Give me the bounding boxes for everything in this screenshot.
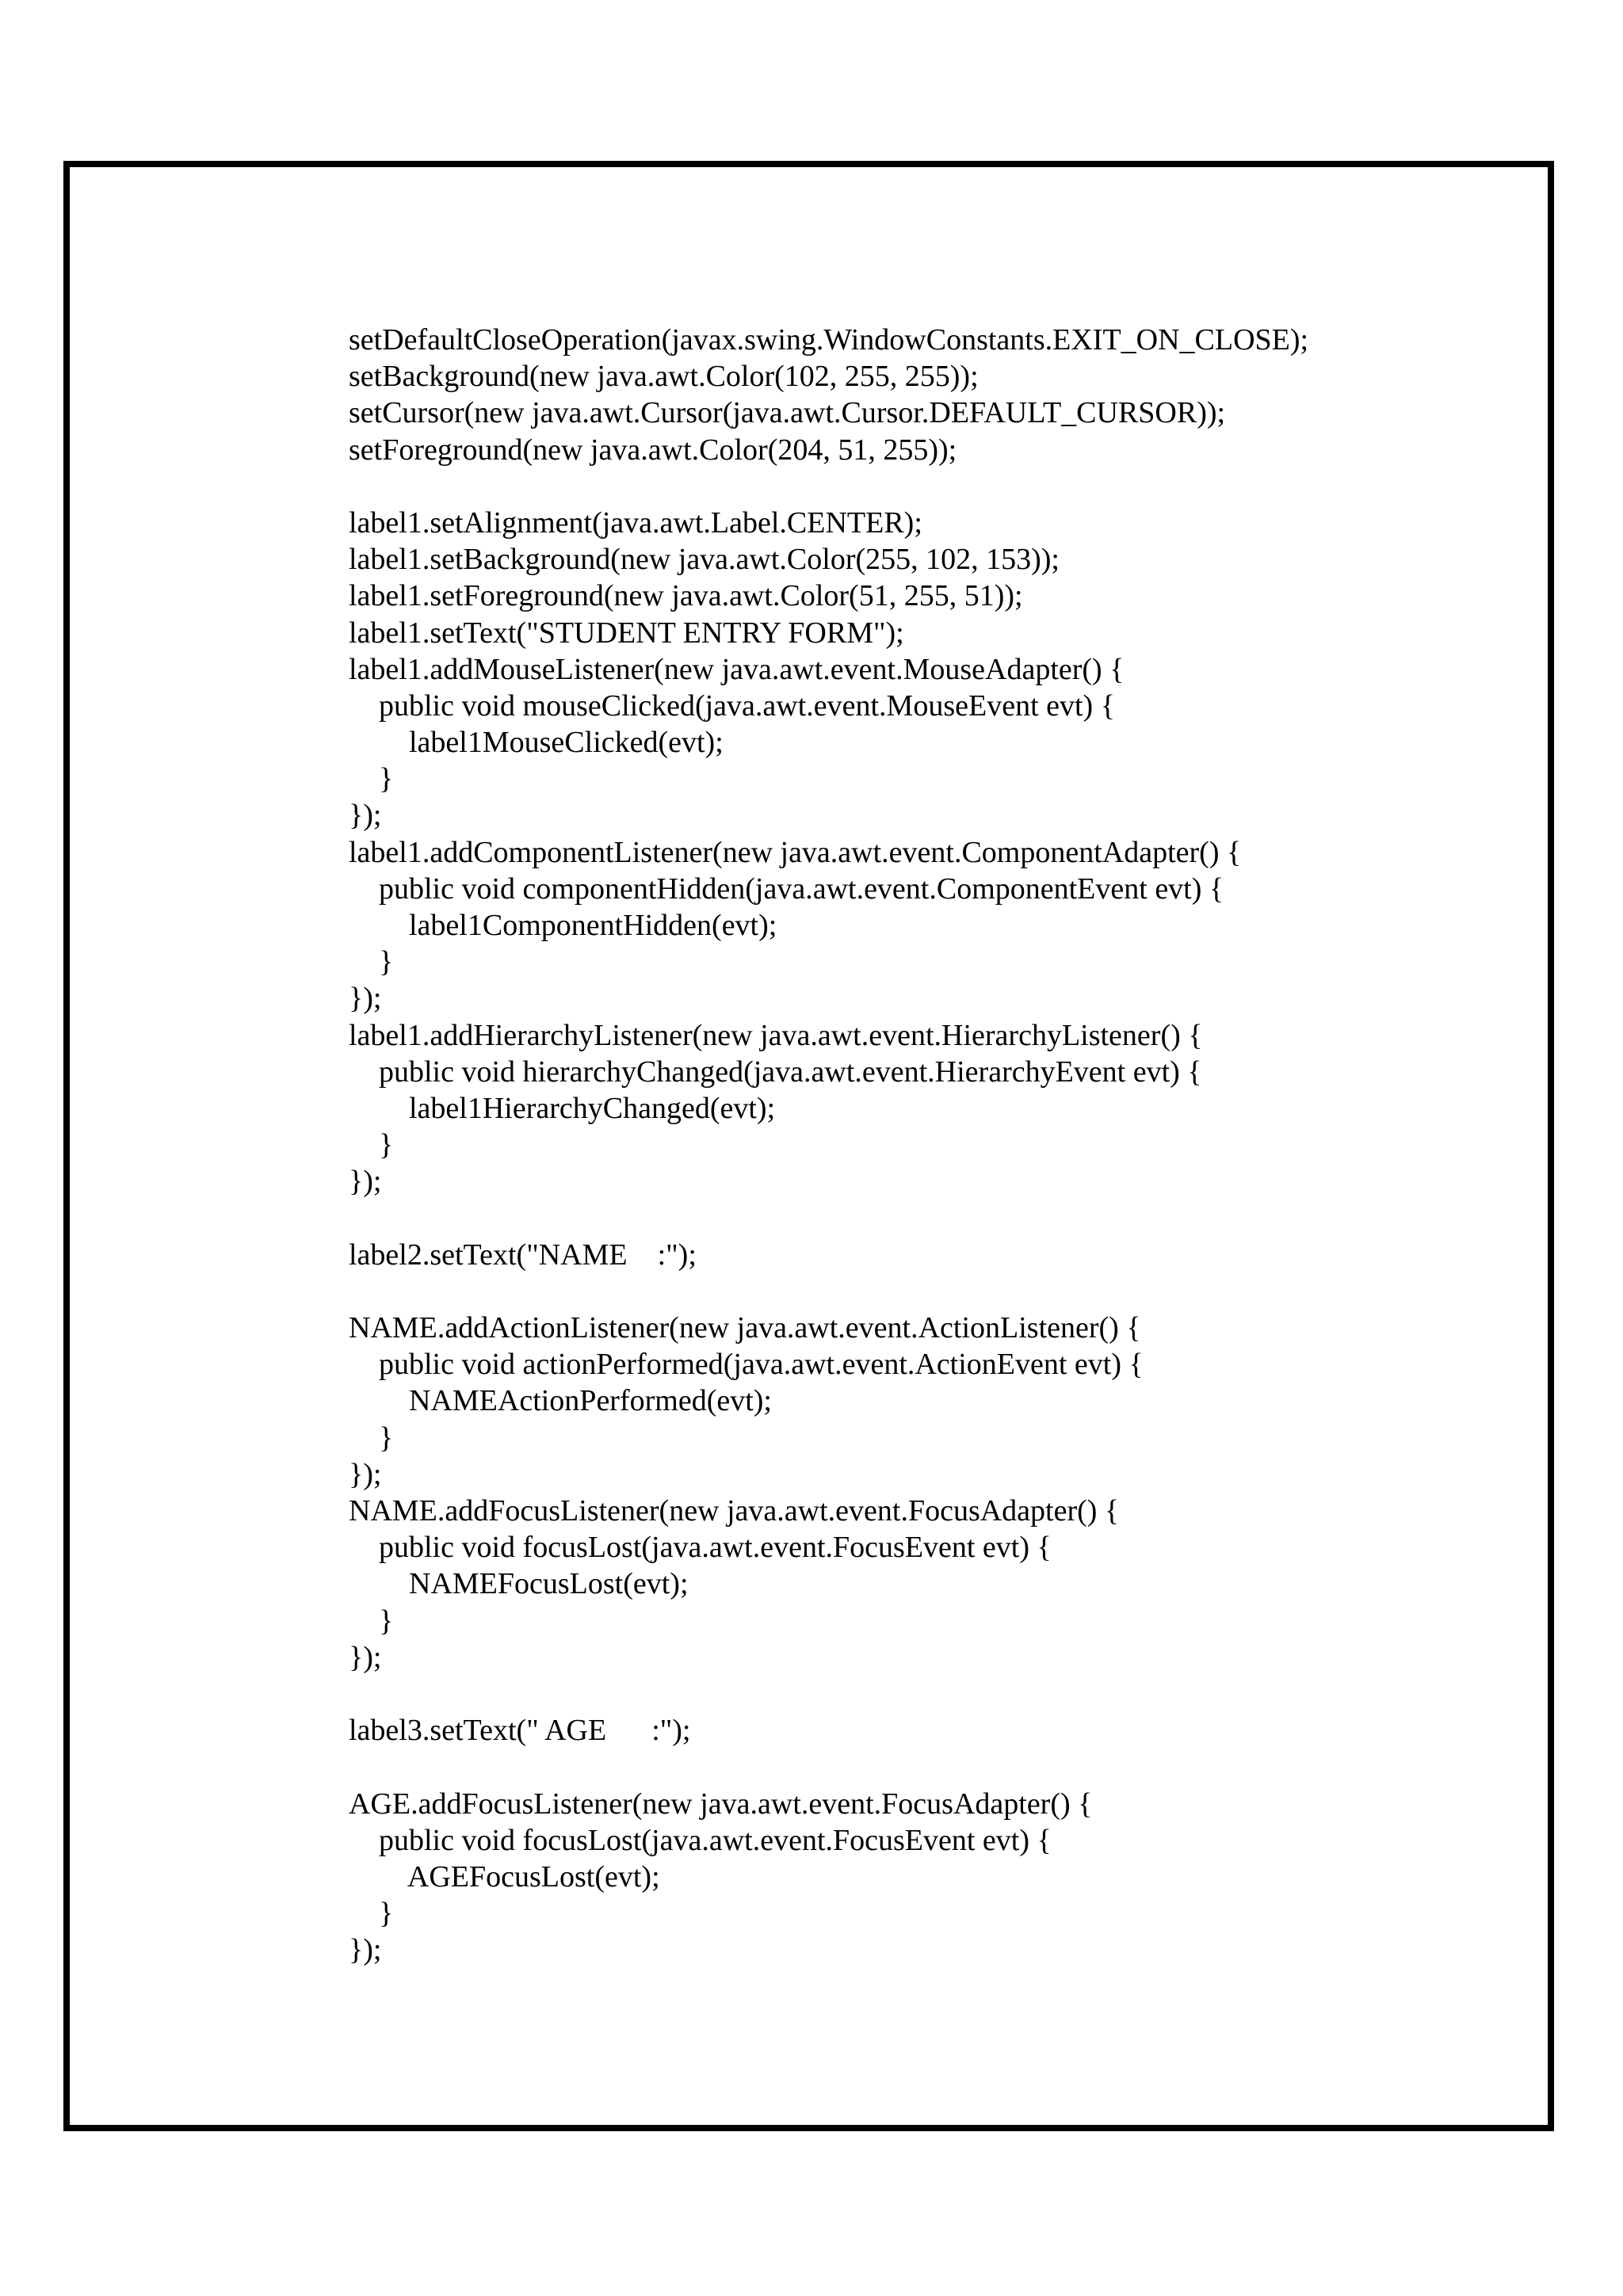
code-line	[349, 1273, 1308, 1310]
code-line: label1ComponentHidden(evt);	[349, 909, 777, 942]
code-line: });	[349, 799, 382, 833]
code-line: label1.setBackground(new java.awt.Color(255, 102, 153));	[349, 543, 1060, 577]
code-line: public void focusLost(java.awt.event.FocusEvent evt) {	[349, 1823, 1052, 1857]
code-line: }	[349, 1897, 394, 1931]
code-line: label1.addMouseListener(new java.awt.event.MouseAdapter() {	[349, 652, 1125, 686]
code-line: setForeground(new java.awt.Color(204, 51, 255));	[349, 433, 957, 467]
code-line: }	[349, 1604, 394, 1638]
code-line: });	[349, 982, 382, 1016]
code-line: label1.addHierarchyListener(new java.awt.event.HierarchyListener() {	[349, 1018, 1203, 1052]
code-line	[349, 1676, 1308, 1712]
code-line: NAME.addFocusListener(new java.awt.event.FocusAdapter() {	[349, 1494, 1120, 1527]
code-line: NAMEActionPerformed(evt);	[349, 1384, 772, 1418]
code-line: }	[349, 1421, 394, 1455]
code-line: public void actionPerformed(java.awt.event.ActionEvent evt) {	[349, 1348, 1144, 1382]
code-line: });	[349, 1640, 382, 1674]
code-line: public void focusLost(java.awt.event.FocusEvent evt) {	[349, 1531, 1052, 1565]
code-line: label3.setText(" AGE :");	[349, 1714, 691, 1748]
code-line	[349, 1200, 1308, 1237]
code-line: label1.setAlignment(java.awt.Label.CENTER);	[349, 505, 922, 540]
code-line: public void componentHidden(java.awt.event.ComponentEvent evt) {	[349, 871, 1224, 906]
code-line: label1.setForeground(new java.awt.Color(51, 255, 51));	[349, 579, 1023, 613]
code-line: label1.addComponentListener(new java.awt.event.ComponentAdapter() {	[349, 835, 1242, 869]
code-line: AGE.addFocusListener(new java.awt.event.FocusAdapter() {	[349, 1787, 1093, 1821]
code-line: NAMEFocusLost(evt);	[349, 1567, 689, 1601]
code-line: AGEFocusLost(evt);	[349, 1859, 660, 1894]
code-line: label1HierarchyChanged(evt);	[349, 1091, 776, 1125]
code-line: setCursor(new java.awt.Cursor(java.awt.Cursor.DEFAULT_CURSOR));	[349, 396, 1226, 430]
code-line: NAME.addActionListener(new java.awt.event.ActionListener() {	[349, 1311, 1141, 1345]
code-line: }	[349, 1128, 394, 1162]
code-line: });	[349, 1933, 382, 1967]
code-line: public void hierarchyChanged(java.awt.event.HierarchyEvent evt) {	[349, 1055, 1202, 1089]
code-line: label2.setText("NAME :");	[349, 1238, 697, 1272]
code-line: setBackground(new java.awt.Color(102, 255, 255));	[349, 360, 979, 394]
code-line: public void mouseClicked(java.awt.event.MouseEvent evt) {	[349, 688, 1115, 723]
code-line	[349, 1749, 1308, 1785]
code-line: });	[349, 1165, 382, 1199]
code-line: }	[349, 762, 394, 796]
code-line: label1.setText("STUDENT ENTRY FORM");	[349, 616, 904, 650]
code-line: }	[349, 945, 394, 979]
code-listing	[349, 322, 1308, 1968]
code-line: setDefaultCloseOperation(javax.swing.WindowConstants.EXIT_ON_CLOSE);	[349, 323, 1309, 357]
code-line: label1MouseClicked(evt);	[349, 726, 724, 760]
code-line: });	[349, 1457, 382, 1491]
code-line	[349, 468, 1308, 505]
